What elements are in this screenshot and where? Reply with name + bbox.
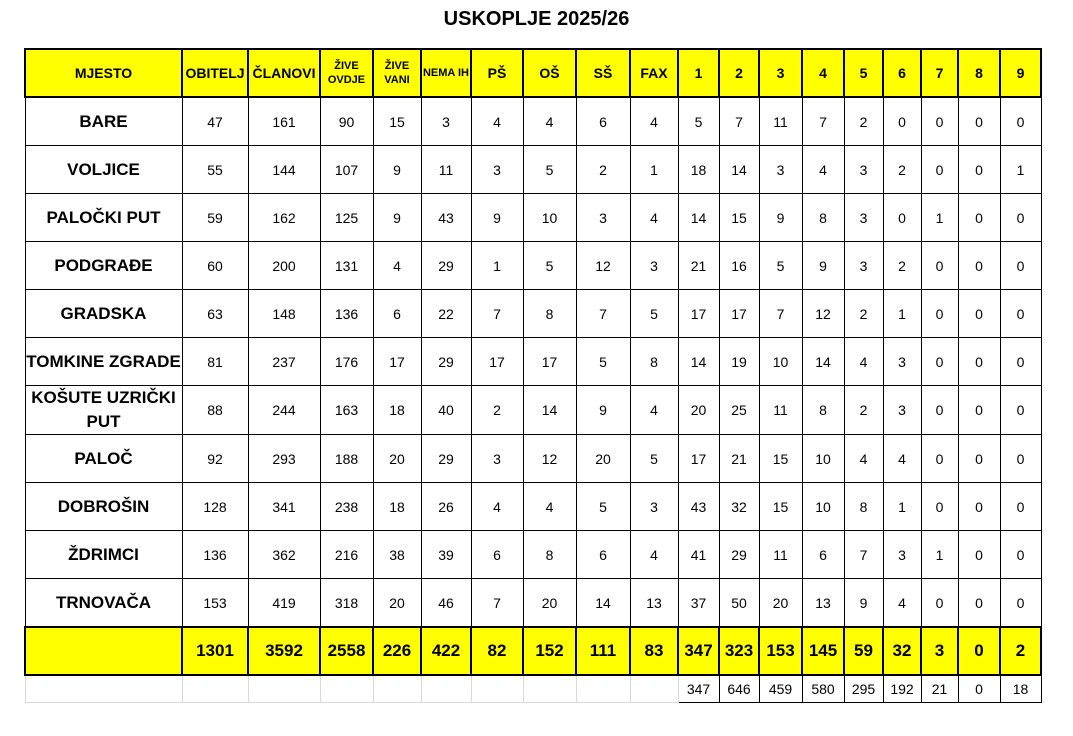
table-row-cell-7: 0 (921, 579, 958, 628)
table-row-cell-4: 6 (802, 531, 844, 579)
table-row-cell-label: GRADSKA (25, 290, 182, 338)
table-row-cell-fax: 4 (630, 194, 678, 242)
table-row-cell-5: 3 (844, 194, 883, 242)
table-row-cell-3: 20 (759, 579, 802, 628)
table-row (25, 483, 1041, 531)
table-row-cell-ss: 14 (576, 579, 630, 628)
table-row-cell-fax: 4 (630, 97, 678, 146)
table-row-cell-ps: 6 (471, 531, 523, 579)
weighted-row-cell-5: 295 (844, 675, 883, 703)
table-row-cell-5: 7 (844, 531, 883, 579)
table-row-cell-label: TRNOVAČA (25, 579, 182, 628)
table-row-cell-obitelj: 60 (182, 242, 248, 290)
table-row-cell-7: 0 (921, 435, 958, 483)
table-row-cell-2: 17 (719, 290, 759, 338)
totals-row-cell-clanovi: 3592 (248, 627, 320, 675)
table-row-cell-zive-vani: 18 (373, 386, 421, 435)
table-row-cell-obitelj: 55 (182, 146, 248, 194)
table-row-cell-5: 4 (844, 435, 883, 483)
weighted-row-cell-ps (471, 675, 523, 703)
weighted-row-cell-nema-ih (421, 675, 471, 703)
column-header-clanovi: ČLANOVI (248, 49, 320, 97)
table-row-cell-7: 0 (921, 483, 958, 531)
table-row-cell-label: DOBROŠIN (25, 483, 182, 531)
column-header-ss: SŠ (576, 49, 630, 97)
table-row-cell-2: 21 (719, 435, 759, 483)
table-row-cell-3: 9 (759, 194, 802, 242)
weighted-row-cell-fax (630, 675, 678, 703)
column-header-1: 1 (678, 49, 719, 97)
table-row-cell-5: 3 (844, 146, 883, 194)
table-row-cell-zive-ovdje: 163 (320, 386, 373, 435)
table-row-cell-2: 7 (719, 97, 759, 146)
table-row-cell-clanovi: 419 (248, 579, 320, 628)
table-row-cell-ss: 7 (576, 290, 630, 338)
table-row-cell-os: 8 (523, 290, 576, 338)
table-row-cell-6: 2 (883, 146, 921, 194)
table-row-cell-os: 10 (523, 194, 576, 242)
table-row-cell-label: KOŠUTE UZRIČKI PUT (25, 386, 182, 435)
totals-row-cell-zive-ovdje: 2558 (320, 627, 373, 675)
table-row-cell-clanovi: 244 (248, 386, 320, 435)
table-row-cell-zive-ovdje: 176 (320, 338, 373, 386)
totals-row-cell-os: 152 (523, 627, 576, 675)
table-row-cell-9: 0 (1000, 338, 1041, 386)
table-row-cell-ss: 5 (576, 483, 630, 531)
totals-row-cell-8: 0 (958, 627, 1000, 675)
weighted-row-cell-clanovi (248, 675, 320, 703)
table-row-cell-obitelj: 88 (182, 386, 248, 435)
table-row-cell-5: 3 (844, 242, 883, 290)
table-row-cell-fax: 5 (630, 290, 678, 338)
table-row-cell-zive-ovdje: 125 (320, 194, 373, 242)
table-row-cell-ps: 7 (471, 290, 523, 338)
weighted-row-cell-1: 347 (678, 675, 719, 703)
table-row-cell-9: 0 (1000, 579, 1041, 628)
table-row-cell-obitelj: 63 (182, 290, 248, 338)
table-row-cell-zive-ovdje: 136 (320, 290, 373, 338)
table-row (25, 531, 1041, 579)
table-row-cell-clanovi: 161 (248, 97, 320, 146)
table-row-cell-8: 0 (958, 242, 1000, 290)
table-row-cell-8: 0 (958, 97, 1000, 146)
table-row-cell-os: 4 (523, 483, 576, 531)
table-row-cell-zive-vani: 15 (373, 97, 421, 146)
table-row-cell-os: 12 (523, 435, 576, 483)
table-row-cell-6: 0 (883, 194, 921, 242)
table-row-cell-ps: 2 (471, 386, 523, 435)
table-row-cell-8: 0 (958, 435, 1000, 483)
table-row-cell-obitelj: 128 (182, 483, 248, 531)
table-row-cell-9: 0 (1000, 386, 1041, 435)
column-header-5: 5 (844, 49, 883, 97)
table-row-cell-4: 8 (802, 386, 844, 435)
table-row-cell-2: 16 (719, 242, 759, 290)
table-row-cell-8: 0 (958, 290, 1000, 338)
column-header-3: 3 (759, 49, 802, 97)
table-row-cell-fax: 8 (630, 338, 678, 386)
table-row-cell-8: 0 (958, 194, 1000, 242)
table-row-cell-5: 4 (844, 338, 883, 386)
table-row-cell-3: 11 (759, 97, 802, 146)
table-row-cell-2: 14 (719, 146, 759, 194)
table-row-cell-4: 13 (802, 579, 844, 628)
table-row-cell-obitelj: 59 (182, 194, 248, 242)
table-row (25, 435, 1041, 483)
totals-row-cell-7: 3 (921, 627, 958, 675)
table-row-cell-ps: 17 (471, 338, 523, 386)
table-row-cell-ss: 2 (576, 146, 630, 194)
table-row-cell-zive-vani: 6 (373, 290, 421, 338)
table-row-cell-nema-ih: 43 (421, 194, 471, 242)
weighted-row-cell-6: 192 (883, 675, 921, 703)
table-row-cell-ss: 6 (576, 531, 630, 579)
table-row-cell-7: 0 (921, 338, 958, 386)
table-row-cell-nema-ih: 39 (421, 531, 471, 579)
table-row-cell-clanovi: 144 (248, 146, 320, 194)
table-row-cell-3: 15 (759, 483, 802, 531)
totals-row-cell-nema-ih: 422 (421, 627, 471, 675)
table-row-cell-zive-ovdje: 216 (320, 531, 373, 579)
column-header-9: 9 (1000, 49, 1041, 97)
table-row-cell-ss: 12 (576, 242, 630, 290)
table-row-cell-os: 5 (523, 242, 576, 290)
table-row-cell-7: 0 (921, 146, 958, 194)
table-row-cell-7: 1 (921, 194, 958, 242)
weighted-row-cell-os (523, 675, 576, 703)
table-row-cell-ps: 9 (471, 194, 523, 242)
table-row-cell-1: 21 (678, 242, 719, 290)
table-row (25, 146, 1041, 194)
table-row-cell-1: 20 (678, 386, 719, 435)
table-row-cell-1: 14 (678, 194, 719, 242)
table-row-cell-ps: 4 (471, 97, 523, 146)
column-header-2: 2 (719, 49, 759, 97)
table-row-cell-5: 2 (844, 290, 883, 338)
table-row-cell-nema-ih: 11 (421, 146, 471, 194)
table-row-cell-ss: 9 (576, 386, 630, 435)
table-row-cell-3: 10 (759, 338, 802, 386)
column-header-nema-ih: NEMA IH (421, 49, 471, 97)
table-row-cell-2: 29 (719, 531, 759, 579)
table-row-cell-zive-ovdje: 238 (320, 483, 373, 531)
table-row-cell-4: 4 (802, 146, 844, 194)
table-row-cell-7: 0 (921, 242, 958, 290)
table-row-cell-9: 0 (1000, 194, 1041, 242)
table-row-cell-8: 0 (958, 386, 1000, 435)
table-row (25, 97, 1041, 146)
table-row-cell-zive-vani: 4 (373, 242, 421, 290)
table-row-cell-clanovi: 237 (248, 338, 320, 386)
table-row-cell-9: 1 (1000, 146, 1041, 194)
table-row-cell-6: 0 (883, 97, 921, 146)
table-row-cell-8: 0 (958, 483, 1000, 531)
table-row-cell-nema-ih: 26 (421, 483, 471, 531)
table-row-cell-ss: 5 (576, 338, 630, 386)
totals-row-cell-fax: 83 (630, 627, 678, 675)
table-row-cell-6: 1 (883, 483, 921, 531)
totals-row-cell-ss: 111 (576, 627, 630, 675)
table-row-cell-clanovi: 148 (248, 290, 320, 338)
column-header-mjesto: MJESTO (25, 49, 182, 97)
table-row-cell-os: 17 (523, 338, 576, 386)
weighted-row (25, 675, 1041, 703)
column-header-ps: PŠ (471, 49, 523, 97)
table-row-cell-fax: 1 (630, 146, 678, 194)
table-row-cell-4: 10 (802, 483, 844, 531)
table-row-cell-1: 14 (678, 338, 719, 386)
weighted-row-cell-9: 18 (1000, 675, 1041, 703)
totals-row-cell-ps: 82 (471, 627, 523, 675)
table-row (25, 338, 1041, 386)
weighted-row-cell-obitelj (182, 675, 248, 703)
table-row-cell-6: 3 (883, 338, 921, 386)
table-row-cell-1: 5 (678, 97, 719, 146)
column-header-8: 8 (958, 49, 1000, 97)
table-row-cell-label: PALOČ (25, 435, 182, 483)
table-row-cell-fax: 5 (630, 435, 678, 483)
table-row-cell-ps: 4 (471, 483, 523, 531)
table-row-cell-label: PALOČKI PUT (25, 194, 182, 242)
table-row-cell-ss: 3 (576, 194, 630, 242)
table-row-cell-3: 11 (759, 531, 802, 579)
table-row-cell-ss: 20 (576, 435, 630, 483)
totals-row-cell-9: 2 (1000, 627, 1041, 675)
table-row-cell-8: 0 (958, 338, 1000, 386)
table-row-cell-9: 0 (1000, 531, 1041, 579)
table-row-cell-4: 7 (802, 97, 844, 146)
table-row-cell-obitelj: 136 (182, 531, 248, 579)
table-row (25, 386, 1041, 435)
table-row-cell-8: 0 (958, 579, 1000, 628)
table-row-cell-1: 17 (678, 435, 719, 483)
table-row-cell-fax: 3 (630, 483, 678, 531)
table-row-cell-fax: 13 (630, 579, 678, 628)
totals-row-cell-3: 153 (759, 627, 802, 675)
table-row-cell-clanovi: 293 (248, 435, 320, 483)
table-row (25, 290, 1041, 338)
table-row-cell-fax: 4 (630, 386, 678, 435)
totals-row-cell-4: 145 (802, 627, 844, 675)
table-row-cell-4: 14 (802, 338, 844, 386)
table-row-cell-1: 17 (678, 290, 719, 338)
table-row-cell-nema-ih: 29 (421, 338, 471, 386)
table-row-cell-obitelj: 47 (182, 97, 248, 146)
table-row-cell-1: 18 (678, 146, 719, 194)
table-row-cell-ps: 3 (471, 146, 523, 194)
statistics-table (24, 48, 1042, 703)
table-row-cell-zive-vani: 38 (373, 531, 421, 579)
table-row-cell-5: 2 (844, 386, 883, 435)
table-row-cell-1: 43 (678, 483, 719, 531)
table-row-cell-6: 4 (883, 579, 921, 628)
table-row-cell-os: 4 (523, 97, 576, 146)
weighted-row-cell-3: 459 (759, 675, 802, 703)
table-row (25, 579, 1041, 628)
table-row-cell-6: 2 (883, 242, 921, 290)
table-row-cell-zive-ovdje: 318 (320, 579, 373, 628)
table-row-cell-nema-ih: 29 (421, 435, 471, 483)
table-row-cell-9: 0 (1000, 97, 1041, 146)
table-row-cell-4: 9 (802, 242, 844, 290)
table-row-cell-4: 12 (802, 290, 844, 338)
header-row (25, 49, 1041, 97)
table-row-cell-3: 11 (759, 386, 802, 435)
weighted-row-cell-zive-vani (373, 675, 421, 703)
table-row-cell-obitelj: 81 (182, 338, 248, 386)
table-row-cell-clanovi: 341 (248, 483, 320, 531)
totals-row (25, 627, 1041, 675)
table-row-cell-4: 10 (802, 435, 844, 483)
table-row-cell-1: 41 (678, 531, 719, 579)
table-row-cell-ps: 1 (471, 242, 523, 290)
table-row-cell-label: PODGRAĐE (25, 242, 182, 290)
weighted-row-cell-7: 21 (921, 675, 958, 703)
table-row-cell-os: 20 (523, 579, 576, 628)
table-row-cell-zive-ovdje: 188 (320, 435, 373, 483)
table-row-cell-6: 4 (883, 435, 921, 483)
column-header-zive-vani: ŽIVE VANI (373, 49, 421, 97)
weighted-row-cell-label (25, 675, 182, 703)
table-row-cell-fax: 4 (630, 531, 678, 579)
table-row-cell-8: 0 (958, 531, 1000, 579)
table-row (25, 242, 1041, 290)
table-row-cell-7: 0 (921, 290, 958, 338)
table-row-cell-7: 0 (921, 386, 958, 435)
table-row-cell-ps: 7 (471, 579, 523, 628)
table-row-cell-5: 2 (844, 97, 883, 146)
table-row-cell-os: 5 (523, 146, 576, 194)
table-row-cell-zive-vani: 20 (373, 435, 421, 483)
table-row-cell-4: 8 (802, 194, 844, 242)
table-row-cell-2: 25 (719, 386, 759, 435)
weighted-row-cell-2: 646 (719, 675, 759, 703)
totals-row-cell-5: 59 (844, 627, 883, 675)
table-row-cell-5: 8 (844, 483, 883, 531)
table-row-cell-fax: 3 (630, 242, 678, 290)
totals-row-cell-label (25, 627, 182, 675)
column-header-os: OŠ (523, 49, 576, 97)
table-row-cell-2: 32 (719, 483, 759, 531)
table-row-cell-nema-ih: 3 (421, 97, 471, 146)
table-row-cell-2: 15 (719, 194, 759, 242)
table-row-cell-zive-ovdje: 131 (320, 242, 373, 290)
table-row-cell-6: 3 (883, 531, 921, 579)
table-row-cell-9: 0 (1000, 483, 1041, 531)
table-row-cell-3: 5 (759, 242, 802, 290)
table-row-cell-9: 0 (1000, 435, 1041, 483)
table-row-cell-clanovi: 362 (248, 531, 320, 579)
table-row-cell-6: 3 (883, 386, 921, 435)
page-title: USKOPLJE 2025/26 (443, 8, 630, 30)
table-row-cell-nema-ih: 46 (421, 579, 471, 628)
table-row-cell-6: 1 (883, 290, 921, 338)
table-row-cell-9: 0 (1000, 242, 1041, 290)
table-row-cell-ss: 6 (576, 97, 630, 146)
table-row-cell-zive-vani: 20 (373, 579, 421, 628)
table-row-cell-nema-ih: 29 (421, 242, 471, 290)
table-row-cell-os: 8 (523, 531, 576, 579)
table-row-cell-5: 9 (844, 579, 883, 628)
table-row-cell-7: 1 (921, 531, 958, 579)
table-row-cell-7: 0 (921, 97, 958, 146)
table-row-cell-2: 50 (719, 579, 759, 628)
table-row-cell-zive-ovdje: 107 (320, 146, 373, 194)
totals-row-cell-obitelj: 1301 (182, 627, 248, 675)
totals-row-cell-1: 347 (678, 627, 719, 675)
table-row-cell-label: BARE (25, 97, 182, 146)
column-header-fax: FAX (630, 49, 678, 97)
table-row-cell-3: 3 (759, 146, 802, 194)
table-row-cell-zive-vani: 18 (373, 483, 421, 531)
table-row-cell-3: 15 (759, 435, 802, 483)
totals-row-cell-2: 323 (719, 627, 759, 675)
table-row-cell-nema-ih: 22 (421, 290, 471, 338)
table-row-cell-obitelj: 153 (182, 579, 248, 628)
table-row (25, 194, 1041, 242)
table-row-cell-os: 14 (523, 386, 576, 435)
table-row-cell-1: 37 (678, 579, 719, 628)
column-header-obitelj: OBITELJ (182, 49, 248, 97)
table-row-cell-clanovi: 200 (248, 242, 320, 290)
table-row-cell-8: 0 (958, 146, 1000, 194)
table-row-cell-label: VOLJICE (25, 146, 182, 194)
weighted-row-cell-zive-ovdje (320, 675, 373, 703)
table-row-cell-3: 7 (759, 290, 802, 338)
table-row-cell-9: 0 (1000, 290, 1041, 338)
weighted-row-cell-4: 580 (802, 675, 844, 703)
table-row-cell-zive-vani: 9 (373, 146, 421, 194)
table-row-cell-label: TOMKINE ZGRADE (25, 338, 182, 386)
table-row-cell-label: ŽDRIMCI (25, 531, 182, 579)
table-row-cell-zive-ovdje: 90 (320, 97, 373, 146)
table-row-cell-2: 19 (719, 338, 759, 386)
column-header-6: 6 (883, 49, 921, 97)
table-row-cell-obitelj: 92 (182, 435, 248, 483)
table-row-cell-nema-ih: 40 (421, 386, 471, 435)
column-header-zive-ovdje: ŽIVE OVDJE (320, 49, 373, 97)
weighted-row-cell-8: 0 (958, 675, 1000, 703)
column-header-4: 4 (802, 49, 844, 97)
table-row-cell-clanovi: 162 (248, 194, 320, 242)
weighted-row-cell-ss (576, 675, 630, 703)
totals-row-cell-6: 32 (883, 627, 921, 675)
table-row-cell-zive-vani: 9 (373, 194, 421, 242)
table-row-cell-ps: 3 (471, 435, 523, 483)
column-header-7: 7 (921, 49, 958, 97)
totals-row-cell-zive-vani: 226 (373, 627, 421, 675)
table-row-cell-zive-vani: 17 (373, 338, 421, 386)
